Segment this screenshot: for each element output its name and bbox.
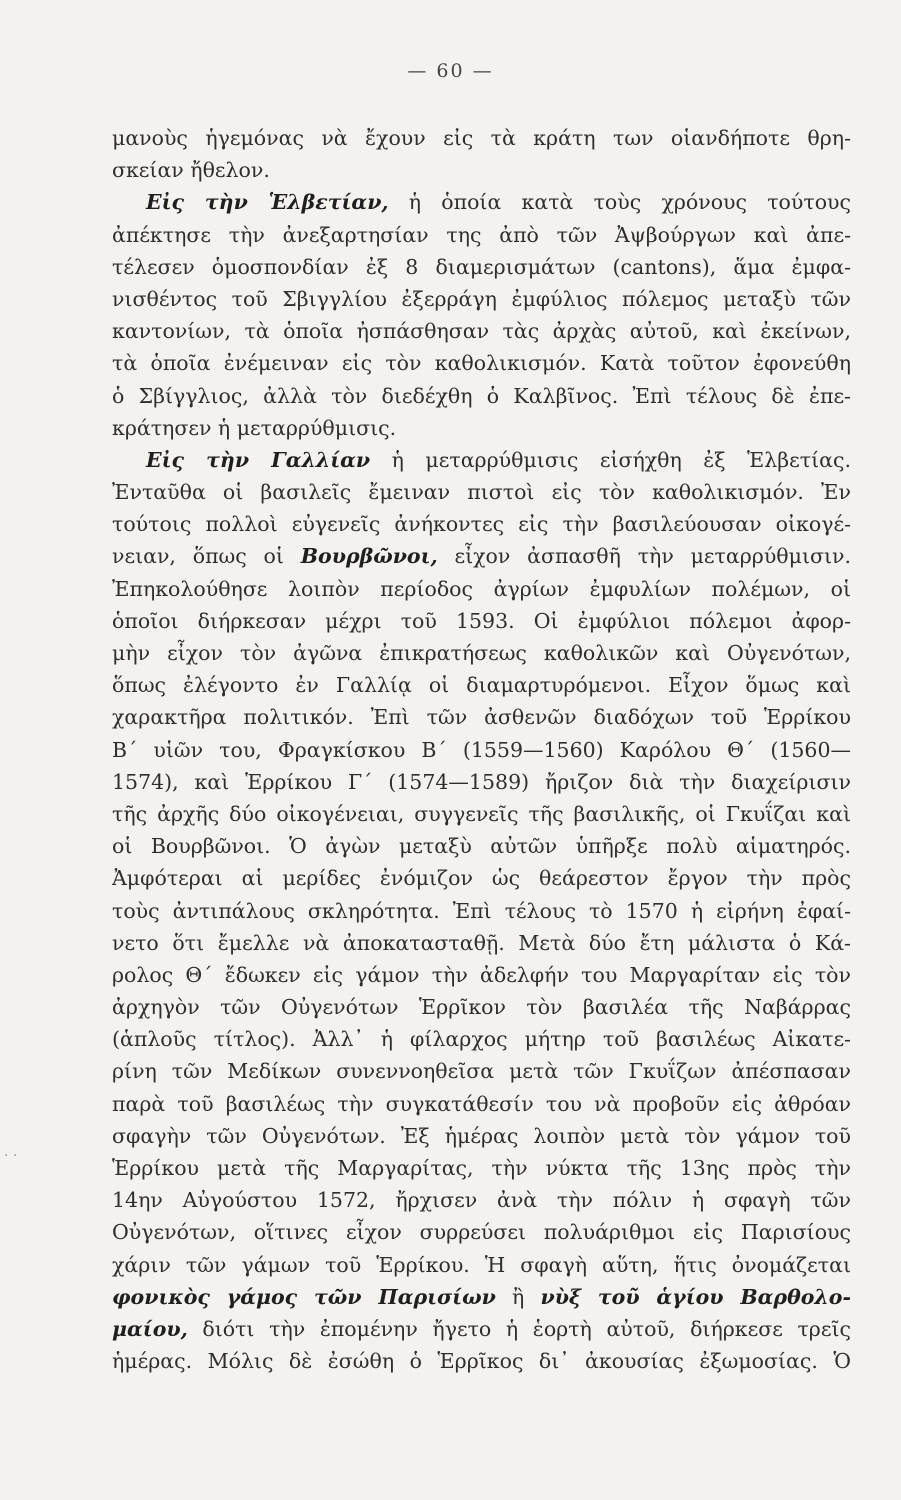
- line-text: μανοὺς ἡγεμόνας νὰ ἔχουν εἰς τὰ κράτη των οἱανδήποτε θρη-: [112, 126, 851, 150]
- line-text: ὅπως ἐλέγοντο ἐν Γαλλίᾳ οἱ διαμαρτυρόμενοι. Εἶχον ὅμως καὶ: [112, 673, 851, 698]
- line-text: Ἀμφότεραι αἱ μερίδες ἐνόμιζον ὡς θεάρεστον ἔργον τὴν πρὸς: [112, 866, 851, 891]
- line-text: ὁ Σβίγγλιος, ἀλλὰ τὸν διεδέχθη ὁ Καλβῖνος. Ἐπὶ τέλους δὲ ἐπε-: [112, 383, 851, 408]
- text-line: [112, 1184, 851, 1216]
- text-line: [112, 862, 851, 894]
- scan-artifact: · ·: [4, 1148, 18, 1164]
- emphasized-text: μαίου,: [112, 1316, 188, 1341]
- text-line: [112, 476, 851, 508]
- line-text: ἀπέκτησε τὴν ἀνεξαρτησίαν της ἀπὸ τῶν Ἀψβούργων καὶ ἀπε-: [112, 222, 851, 247]
- text-line: [112, 1313, 851, 1345]
- line-text: οἱ Βουρβῶνοι. Ὁ ἀγὼν μεταξὺ αὐτῶν ὑπῆρξε πολὺ αἱματηρός.: [112, 834, 851, 859]
- line-text: ρίνη τῶν Μεδίκων συνεννοηθεῖσα μετὰ τῶν Γκυΐζων ἀπέσπασαν: [112, 1059, 851, 1084]
- text-line: [112, 1216, 851, 1248]
- text-line: [112, 1023, 851, 1055]
- text-line: [112, 895, 851, 927]
- text-line: [112, 766, 851, 798]
- line-text: ἢ: [495, 1284, 541, 1309]
- line-text: ἡ μεταρρύθμισις εἰσήχθη ἐξ Ἑλβετίας.: [370, 447, 851, 472]
- body-text: [112, 122, 851, 1377]
- text-line: [112, 798, 851, 830]
- text-line: [112, 315, 851, 347]
- line-text: παρὰ τοῦ βασιλέως τὴν συγκατάθεσίν του νὰ προβοῦν εἰς ἀθρόαν: [112, 1091, 851, 1116]
- line-text: νειαν, ὅπως οἱ: [112, 544, 301, 569]
- line-text: νισθέντος τοῦ Σβιγγλίου ἐξερράγη ἐμφύλιος πόλεμος μεταξὺ τῶν: [112, 286, 851, 311]
- text-line: [112, 701, 851, 733]
- line-text: Ἐπηκολούθησε λοιπὸν περίοδος ἀγρίων ἐμφυλίων πολέμων, οἱ: [112, 576, 851, 601]
- emphasized-text: Εἰς τὴν Γαλλίαν: [146, 447, 371, 472]
- text-line: [112, 830, 851, 862]
- line-text: Ἐνταῦθα οἱ βασιλεῖς ἔμειναν πιστοὶ εἰς τὸν καθολικισμόν. Ἐν: [112, 480, 851, 505]
- text-line: [112, 540, 851, 572]
- line-text: τούτοις πολλοὶ εὐγενεῖς ἀνήκοντες εἰς τὴν βασιλεύουσαν οἰκογέ-: [112, 512, 851, 537]
- text-line: [112, 508, 851, 540]
- emphasized-text: Εἰς τὴν Ἑλβετίαν,: [146, 190, 389, 215]
- text-line: [112, 1055, 851, 1087]
- line-text: Οὐγενότων, οἵτινες εἶχον συρρεύσει πολυάριθμοι εἰς Παρισίους: [112, 1220, 851, 1245]
- emphasized-text: φονικὸς γάμος τῶν Παρισίων: [112, 1284, 496, 1309]
- line-text: μὴν εἶχον τὸν ἀγῶνα ἐπικρατήσεως καθολικῶν καὶ Οὐγενότων,: [112, 641, 851, 665]
- text-line: [112, 283, 851, 315]
- text-line: [112, 637, 851, 669]
- text-line: [112, 1152, 851, 1184]
- line-text: τοὺς ἀντιπάλους σκληρότητα. Ἐπὶ τέλους τὸ 1570 ἡ εἰρήνη ἐφαί-: [112, 898, 851, 923]
- text-line: [112, 380, 851, 412]
- line-text: τῆς ἀρχῆς δύο οἰκογένειαι, συγγενεῖς τῆς βασιλικῆς, οἱ Γκυΐζαι καὶ: [112, 801, 851, 826]
- line-text: ὁποῖοι διήρκεσαν μέχρι τοῦ 1593. Οἱ ἐμφύλιοι πόλεμοι ἀφορ-: [112, 608, 851, 633]
- text-line: [112, 154, 851, 186]
- text-line: [112, 347, 851, 379]
- text-line: [112, 959, 851, 991]
- text-line: [112, 1281, 851, 1313]
- line-text: ἡ ὁποία κατὰ τοὺς χρόνους τούτους: [388, 190, 851, 215]
- text-line: [112, 186, 851, 218]
- line-text: ἀρχηγὸν τῶν Οὐγενότων Ἑρρῖκον τὸν βασιλέα τῆς Ναβάρρας: [112, 995, 851, 1020]
- line-text: ρολος Θ΄ ἔδωκεν εἰς γάμον τὴν ἀδελφήν του Μαργαρίταν εἰς τὸν: [112, 962, 851, 987]
- line-text: σφαγὴν τῶν Οὐγενότων. Ἐξ ἡμέρας λοιπὸν μετὰ τὸν γάμον τοῦ: [112, 1123, 851, 1148]
- text-line: [112, 1249, 851, 1281]
- text-line: [112, 444, 851, 476]
- line-text: ἡμέρας. Μόλις δὲ ἐσώθη ὁ Ἑρρῖκος δι᾿ ἀκουσίας ἐξωμοσίας. Ὁ: [112, 1349, 851, 1374]
- line-text: Β΄ υἱῶν του, Φραγκίσκου Β΄ (1559—1560) Καρόλου Θ΄ (1560—: [112, 737, 851, 762]
- line-text: νετο ὅτι ἔμελλε νὰ ἀποκατασταθῇ. Μετὰ δύο ἔτη μάλιστα ὁ Κά-: [112, 930, 851, 955]
- text-line: [112, 219, 851, 251]
- emphasized-text: Βουρβῶνοι,: [300, 544, 438, 569]
- text-line: [112, 573, 851, 605]
- text-line: [112, 605, 851, 637]
- text-line: [112, 412, 851, 444]
- text-line: [112, 1120, 851, 1152]
- emphasized-text: νὺξ τοῦ ἁγίου Βαρθολο-: [540, 1284, 851, 1309]
- line-text: εἶχον ἀσπασθῆ τὴν μεταρρύθμισιν.: [437, 544, 851, 569]
- line-text: τέλεσεν ὁμοσπονδίαν ἐξ 8 διαμερισμάτων (cantons), ἅμα ἐμφα-: [112, 254, 851, 279]
- line-text: (ἁπλοῦς τίτλος). Ἀλλ᾿ ἡ φίλαρχος μήτηρ τοῦ βασιλέως Αἰκατε-: [112, 1027, 851, 1052]
- text-line: [112, 734, 851, 766]
- line-text: 14ην Αὐγούστου 1572, ἤρχισεν ἀνὰ τὴν πόλιν ἡ σφαγὴ τῶν: [112, 1188, 851, 1213]
- text-line: [112, 1345, 851, 1377]
- line-text: σκείαν ἤθελον.: [112, 158, 270, 183]
- page-number: — 60 —: [407, 60, 494, 82]
- line-text: καντονίων, τὰ ὁποῖα ἠσπάσθησαν τὰς ἀρχὰς αὐτοῦ, καὶ ἐκείνων,: [112, 319, 851, 344]
- text-line: [112, 1088, 851, 1120]
- text-line: [112, 251, 851, 283]
- line-text: Ἑρρίκου μετὰ τῆς Μαργαρίτας, τὴν νύκτα τῆς 13ης πρὸς τὴν: [112, 1156, 851, 1180]
- text-line: [112, 927, 851, 959]
- text-line: [112, 122, 851, 154]
- line-text: 1574), καὶ Ἑρρίκου Γ΄ (1574—1589) ἤριζον διὰ τὴν διαχείρισιν: [112, 769, 851, 794]
- line-text: χαρακτῆρα πολιτικόν. Ἐπὶ τῶν ἀσθενῶν διαδόχων τοῦ Ἑρρίκου: [112, 705, 851, 730]
- line-text: κράτησεν ἡ μεταρρύθμισις.: [112, 415, 397, 440]
- line-text: τὰ ὁποῖα ἐνέμειναν εἰς τὸν καθολικισμόν. Κατὰ τοῦτον ἐφονεύθη: [112, 351, 851, 376]
- line-text: χάριν τῶν γάμων τοῦ Ἑρρίκου. Ἡ σφαγὴ αὕτη, ἥτις ὀνομάζεται: [112, 1252, 851, 1277]
- text-line: [112, 991, 851, 1023]
- text-line: [112, 669, 851, 701]
- line-text: διότι τὴν ἐπομένην ἤγετο ἡ ἑορτὴ αὐτοῦ, διήρκεσε τρεῖς: [187, 1316, 851, 1341]
